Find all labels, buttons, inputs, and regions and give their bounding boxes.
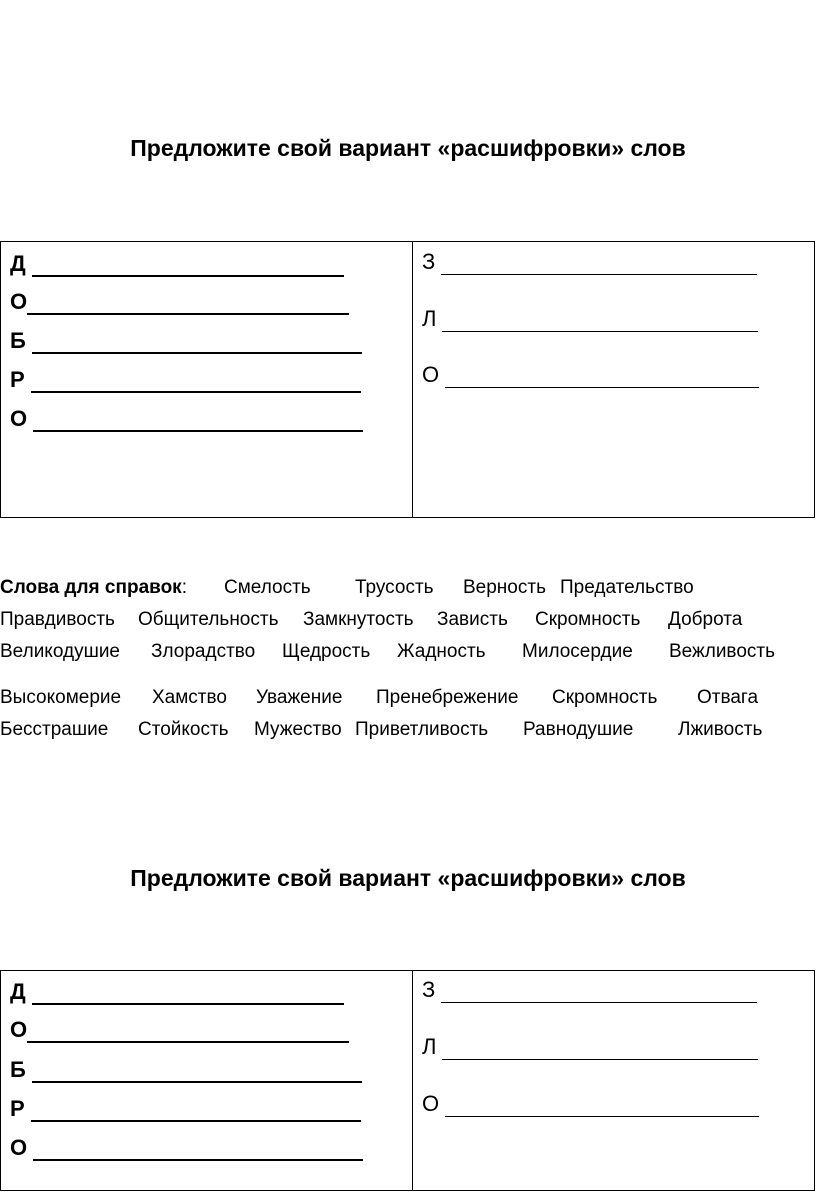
acrostic-row-right-1	[422, 249, 757, 275]
reference-word: Зависть	[437, 609, 508, 630]
answer-blank-line[interactable]	[441, 980, 757, 1003]
reference-label-colon: :	[181, 577, 187, 598]
reference-word: Скромность	[552, 687, 658, 708]
acrostic-row-left-2	[10, 1017, 349, 1043]
page-title: Предложите свой вариант «расшифровки» слов	[130, 135, 686, 161]
acrostic-row-right-3	[422, 1091, 759, 1117]
reference-word: Уважение	[256, 687, 343, 708]
answer-blank-line[interactable]	[27, 1019, 349, 1043]
table-divider	[412, 971, 413, 1190]
acrostic-row-left-3	[10, 328, 362, 354]
reference-word: Трусость	[355, 577, 434, 598]
answer-blank-line[interactable]	[445, 1094, 759, 1117]
acrostic-row-right-2	[422, 306, 758, 332]
answer-blank-line[interactable]	[441, 252, 757, 275]
reference-word: Равнодушие	[523, 719, 634, 740]
answer-blank-line[interactable]	[31, 1098, 361, 1122]
acrostic-letter: О	[10, 1135, 28, 1160]
acrostic-letter: Д	[10, 979, 26, 1004]
answer-blank-line[interactable]	[32, 1059, 362, 1083]
reference-line	[0, 718, 816, 742]
reference-word: Злорадство	[151, 641, 256, 662]
reference-line	[0, 576, 816, 600]
reference-word: Смелость	[224, 577, 311, 598]
acrostic-letter: Б	[10, 1057, 26, 1082]
reference-line	[0, 686, 816, 710]
acrostic-row-left-5	[10, 1135, 363, 1161]
acrostic-letter: Б	[10, 328, 26, 353]
answer-blank-line[interactable]	[33, 408, 363, 432]
acrostic-row-right-3	[422, 362, 759, 388]
reference-label	[0, 576, 187, 600]
acrostic-row-left-5	[10, 406, 363, 432]
reference-word: Отвага	[697, 687, 759, 708]
table-divider	[412, 242, 413, 517]
reference-word: Скромность	[535, 609, 641, 630]
reference-label-text: Слова для справок	[0, 577, 182, 598]
acrostic-letter: О	[10, 1017, 28, 1042]
reference-word: Замкнутость	[303, 609, 414, 630]
acrostic-row-right-1	[422, 977, 757, 1003]
acrostic-letter: Л	[422, 306, 437, 331]
acrostic-letter: Р	[10, 1096, 25, 1121]
answer-blank-line[interactable]	[442, 1037, 758, 1060]
reference-word: Высокомерие	[0, 687, 122, 708]
acrostic-row-right-2	[422, 1034, 758, 1060]
reference-word: Милосердие	[522, 641, 633, 662]
answer-blank-line[interactable]	[442, 309, 758, 332]
acrostic-letter: Д	[10, 251, 26, 276]
reference-word: Лживость	[678, 719, 763, 740]
answer-blank-line[interactable]	[32, 253, 344, 277]
acrostic-row-left-3	[10, 1057, 362, 1083]
answer-blank-line[interactable]	[33, 1137, 363, 1161]
reference-word: Хамство	[152, 687, 227, 708]
acrostic-row-left-1	[10, 979, 344, 1005]
reference-word: Щедрость	[282, 641, 371, 662]
worksheet-table	[0, 970, 815, 1191]
reference-word: Бесстрашие	[0, 719, 109, 740]
acrostic-letter: Р	[10, 367, 25, 392]
reference-line	[0, 640, 816, 664]
reference-word: Общительность	[138, 609, 279, 630]
page-title: Предложите свой вариант «расшифровки» слов	[130, 865, 686, 891]
acrostic-row-left-1	[10, 251, 344, 277]
reference-word: Правдивость	[0, 609, 115, 630]
answer-blank-line[interactable]	[32, 330, 362, 354]
acrostic-letter: О	[10, 406, 28, 431]
reference-word: Приветливость	[355, 719, 489, 740]
reference-word: Вежливость	[669, 641, 775, 662]
reference-word: Пренебрежение	[376, 687, 519, 708]
reference-word: Доброта	[668, 609, 743, 630]
reference-word: Предательство	[560, 577, 694, 598]
worksheet-table	[0, 241, 815, 518]
reference-word: Жадность	[397, 641, 486, 662]
answer-blank-line[interactable]	[27, 291, 349, 315]
answer-blank-line[interactable]	[31, 369, 361, 393]
acrostic-row-left-2	[10, 289, 349, 315]
reference-line	[0, 608, 816, 632]
answer-blank-line[interactable]	[445, 365, 759, 388]
acrostic-letter: З	[422, 249, 436, 274]
acrostic-row-left-4	[10, 367, 361, 393]
acrostic-letter: Л	[422, 1034, 437, 1059]
acrostic-letter: О	[10, 289, 28, 314]
acrostic-letter: О	[422, 1091, 440, 1116]
acrostic-row-left-4	[10, 1096, 361, 1122]
reference-word: Верность	[463, 577, 546, 598]
acrostic-letter: О	[422, 362, 440, 387]
reference-word: Великодушие	[0, 641, 120, 662]
acrostic-letter: З	[422, 977, 436, 1002]
answer-blank-line[interactable]	[32, 981, 344, 1005]
reference-word: Мужество	[254, 719, 342, 740]
reference-word: Стойкость	[138, 719, 229, 740]
